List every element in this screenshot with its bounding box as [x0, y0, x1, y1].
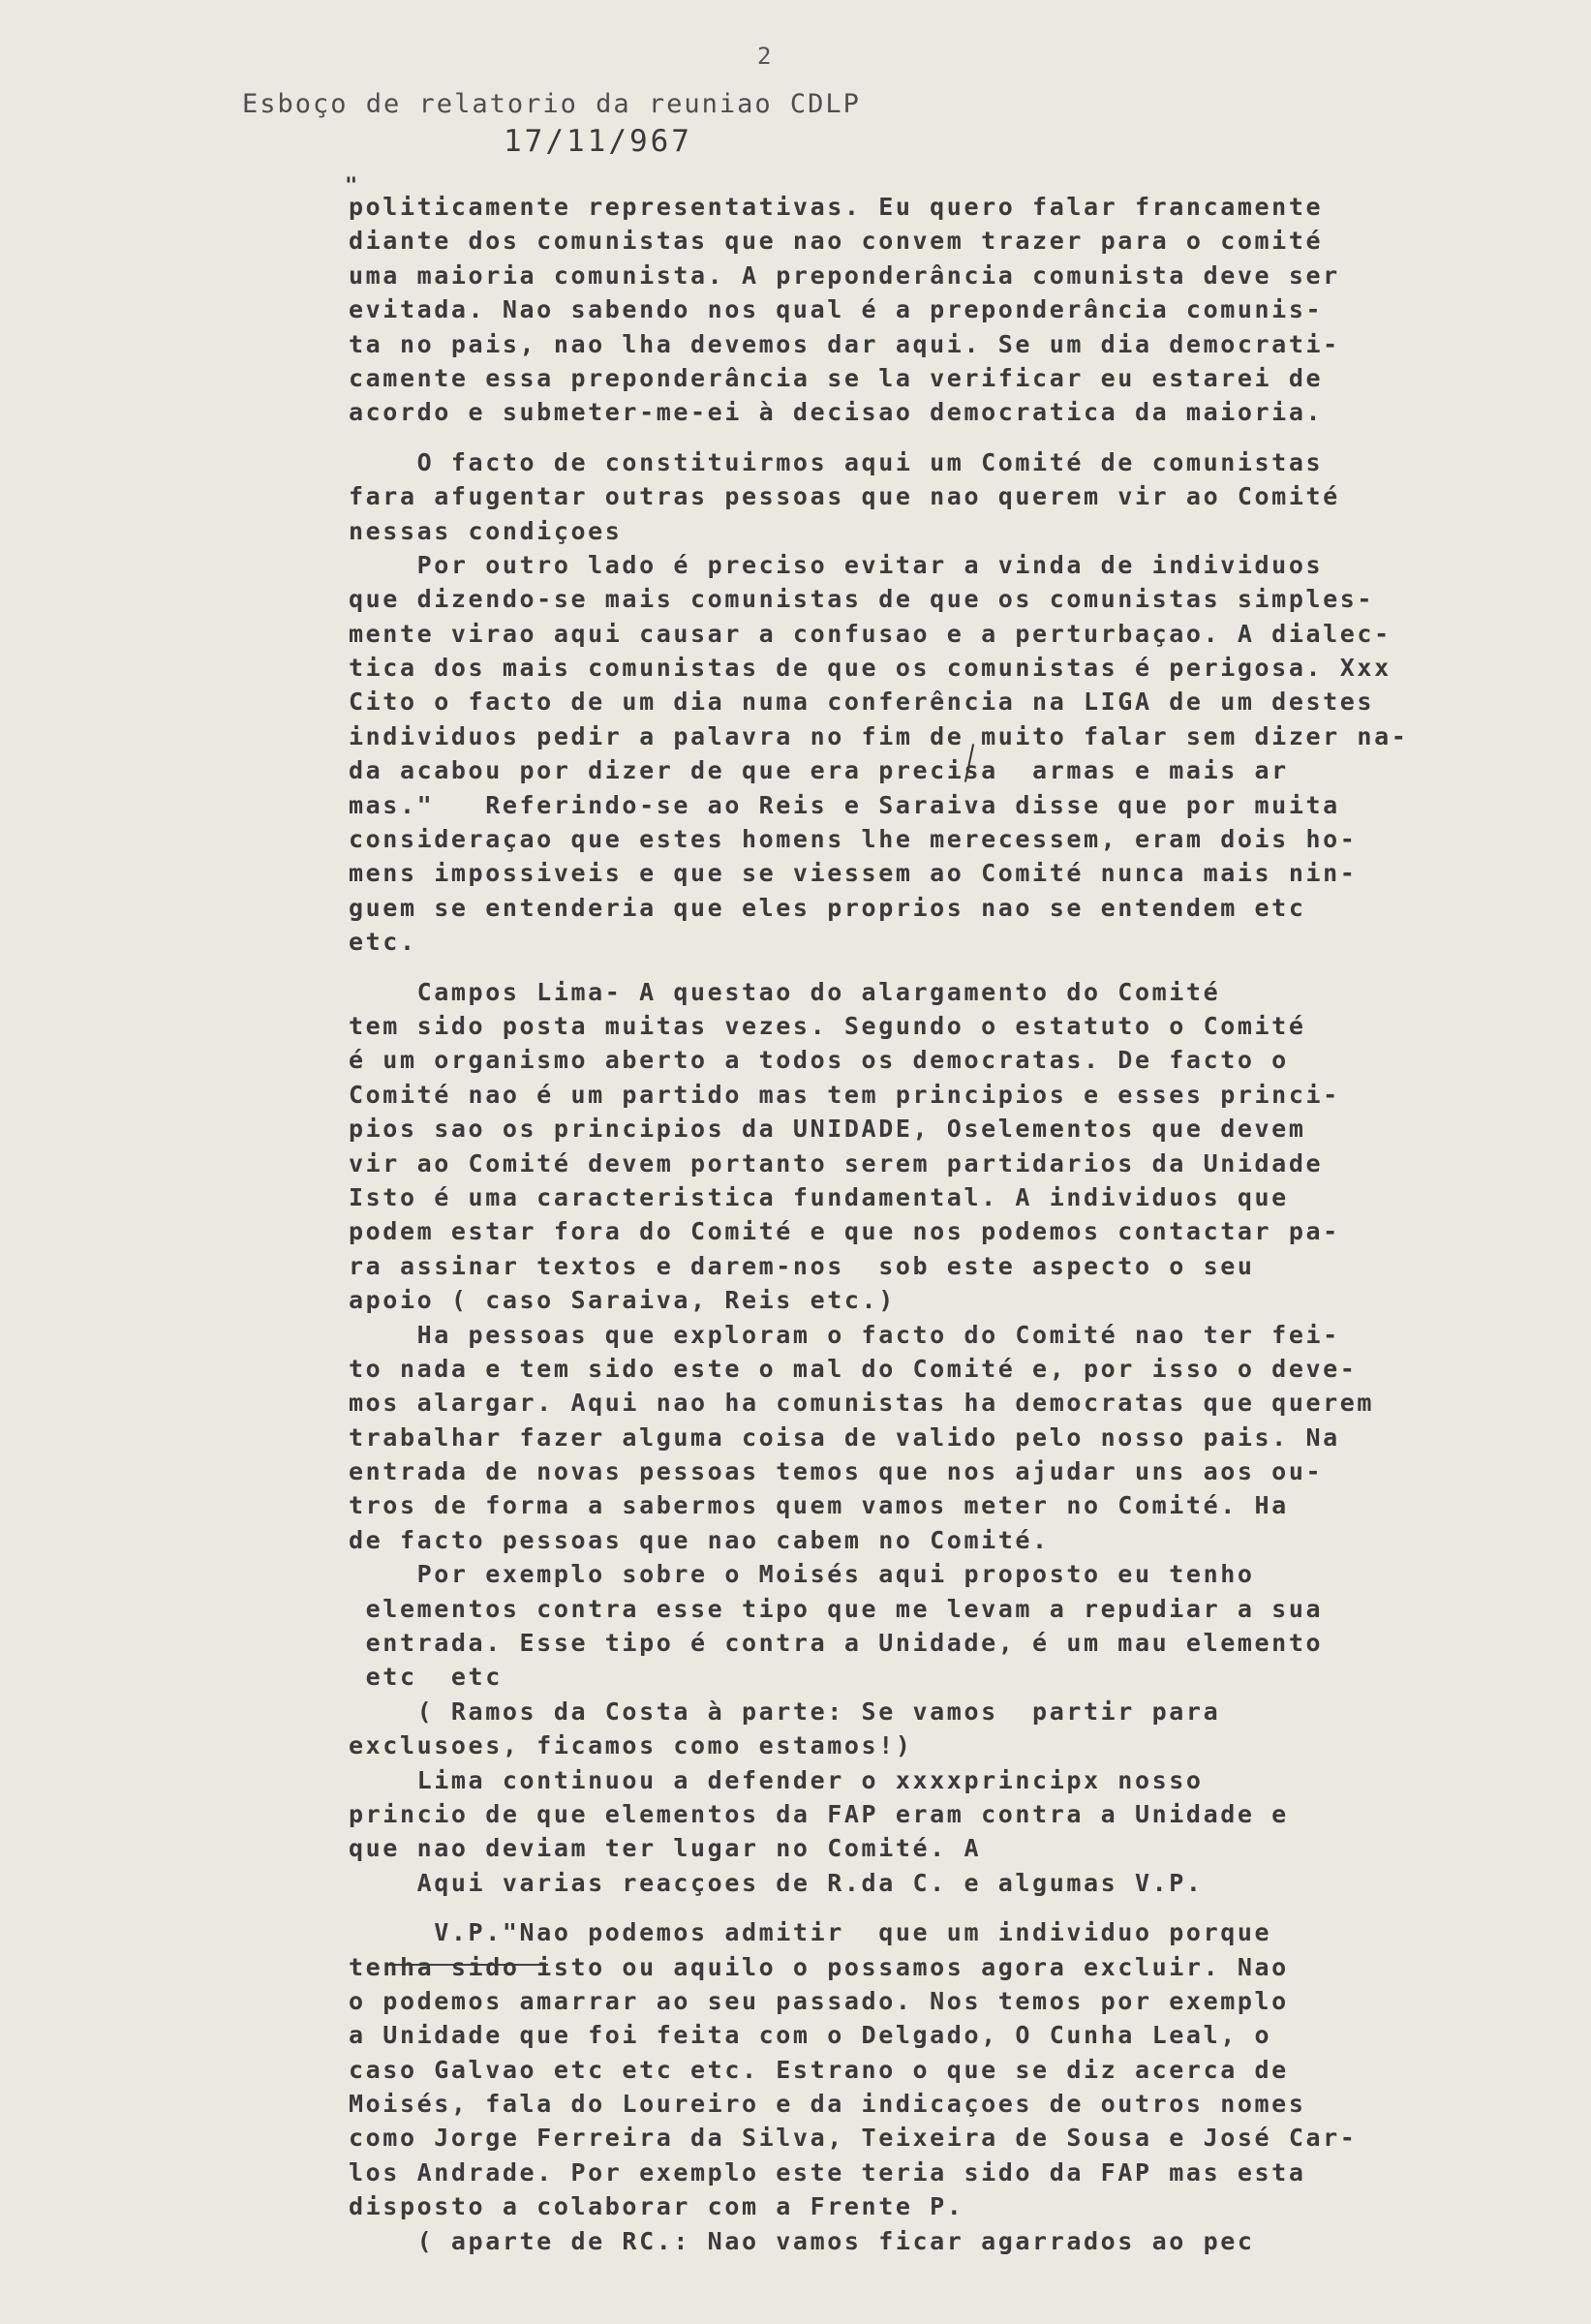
body-line: como Jorge Ferreira da Silva, Teixeira de Sousa e José Car-: [349, 2124, 1358, 2153]
body-line: ( Ramos da Costa à parte: Se vamos partir para: [349, 1697, 1221, 1726]
body-line: mens impossiveis e que se viessem ao Comité nunca mais nin-: [349, 859, 1358, 888]
body-line: caso Galvao etc etc etc. Estrano o que se diz acerca de: [349, 2055, 1289, 2084]
body-line: tenha sido isto ou aquilo o possamos agora excluir. Nao: [349, 1952, 1289, 1981]
body-line: Por exemplo sobre o Moisés aqui proposto eu tenho: [349, 1560, 1255, 1589]
body-line: tros de forma a sabermos quem vamos meter no Comité. Ha: [349, 1491, 1289, 1520]
body-line: O facto de constituirmos aqui um Comité de comunistas: [349, 447, 1324, 476]
body-line: V.P."Nao podemos admitir que um individuo porque: [349, 1918, 1272, 1947]
body-line: entrada de novas pessoas temos que nos ajudar uns aos ou-: [349, 1457, 1324, 1486]
body-line: tem sido posta muitas vezes. Segundo o estatuto o Comité: [349, 1011, 1306, 1040]
body-line: mas." Referindo-se ao Reis e Saraiva disse que por muita: [349, 790, 1340, 819]
body-line: ( aparte de RC.: Nao vamos ficar agarrados ao pec: [349, 2226, 1255, 2255]
body-line: apoio ( caso Saraiva, Reis etc.): [349, 1286, 896, 1315]
body-line: fara afugentar outras pessoas que nao querem vir ao Comité: [349, 482, 1340, 511]
body-line: da acabou por dizer de que era precisa armas e mais ar: [349, 756, 1289, 785]
body-line: Ha pessoas que exploram o facto do Comité nao ter fei-: [349, 1320, 1340, 1349]
body-line: trabalhar fazer alguma coisa de valido pelo nosso pais. Na: [349, 1422, 1340, 1452]
body-line: o podemos amarrar ao seu passado. Nos temos por exemplo: [349, 1986, 1289, 2015]
body-line: Cito o facto de um dia numa conferência na LIGA de um destes: [349, 688, 1375, 717]
body-line: uma maioria comunista. A preponderância comunista deve ser: [349, 260, 1340, 290]
body-line: podem estar fora do Comité e que nos podemos contactar pa-: [349, 1217, 1340, 1246]
body-line: Campos Lima- A questao do alargamento do Comité: [349, 977, 1221, 1006]
body-line: Lima continuou a defender o xxxxprincipx nosso: [349, 1765, 1204, 1794]
body-line: ta no pais, nao lha devemos dar aqui. Se um dia democrati-: [349, 329, 1340, 358]
body-line: mente virao aqui causar a confusao e a perturbaçao. A dialec-: [349, 619, 1392, 648]
body-line: camente essa preponderância se la verificar eu estarei de: [349, 363, 1324, 392]
body-line: Aqui varias reacçoes de R.da C. e algumas V.P.: [349, 1868, 1204, 1897]
body-line: mos alargar. Aqui nao ha comunistas ha democratas que querem: [349, 1389, 1375, 1418]
body-line: Moisés, fala do Loureiro e da indicaçoes de outros nomes: [349, 2090, 1306, 2119]
body-line: individuos pedir a palavra no fim de muito falar sem dizer na-: [349, 721, 1409, 750]
body-line: elementos contra esse tipo que me levam a repudiar a sua: [349, 1594, 1324, 1623]
body-line: que nao deviam ter lugar no Comité. A: [349, 1834, 982, 1863]
page-number: 2: [757, 43, 772, 70]
body-line: de facto pessoas que nao cabem no Comité.: [349, 1525, 1050, 1554]
body-line: que dizendo-se mais comunistas de que os comunistas simples-: [349, 585, 1375, 614]
body-line: é um organismo aberto a todos os democratas. De facto o: [349, 1046, 1289, 1075]
body-line: Comité nao é um partido mas tem principios e esses princi-: [349, 1080, 1340, 1109]
body-line: etc.: [349, 928, 417, 957]
body-line: politicamente representativas. Eu quero falar francamente: [349, 193, 1324, 221]
body-line: disposto a colaborar com a Frente P.: [349, 2192, 964, 2221]
report-date: 17/11/967: [504, 124, 692, 159]
body-line: pios sao os principios da UNIDADE, Oselementos que devem: [349, 1115, 1306, 1144]
body-line: etc etc: [349, 1663, 503, 1692]
body-line: nessas condiçoes: [349, 516, 623, 545]
paragraph-gap: [349, 1900, 1569, 1915]
body-line: consideraçao que estes homens lhe merecessem, eram dois ho-: [349, 825, 1358, 854]
body-line: evitada. Nao sabendo nos qual é a preponderância comunis-: [349, 295, 1324, 324]
typed-body-text: [349, 190, 1569, 2258]
paragraph-gap: [349, 960, 1569, 975]
body-line: Isto é uma caracteristica fundamental. A individuos que: [349, 1182, 1289, 1211]
body-line: los Andrade. Por exemplo este teria sido da FAP mas esta: [349, 2157, 1306, 2186]
body-line: ra assinar textos e darem-nos sob este aspecto o seu: [349, 1251, 1255, 1280]
body-line: entrada. Esse tipo é contra a Unidade, é um mau elemento: [349, 1629, 1324, 1658]
body-line: to nada e tem sido este o mal do Comité e, por isso o deve-: [349, 1354, 1358, 1383]
opening-quote-mark: ": [345, 174, 358, 199]
body-line: vir ao Comité devem portanto serem partidarios da Unidade: [349, 1148, 1324, 1177]
body-line: exclusoes, ficamos como estamos!): [349, 1731, 913, 1760]
body-line: acordo e submeter-me-ei à decisao democratica da maioria.: [349, 398, 1324, 427]
body-line: a Unidade que foi feita com o Delgado, O Cunha Leal, o: [349, 2021, 1272, 2050]
body-line: princio de que elementos da FAP eram contra a Unidade e: [349, 1799, 1289, 1828]
report-title: Esboço de relatorio da reuniao CDLP: [242, 89, 861, 119]
body-line: tica dos mais comunistas de que os comunistas é perigosa. Xxx: [349, 654, 1392, 683]
paragraph-gap: [349, 430, 1569, 445]
body-line: guem se entenderia que eles proprios nao se entendem etc: [349, 893, 1306, 922]
body-line: diante dos comunistas que nao convem trazer para o comité: [349, 227, 1324, 256]
body-line: Por outro lado é preciso evitar a vinda de individuos: [349, 550, 1324, 579]
